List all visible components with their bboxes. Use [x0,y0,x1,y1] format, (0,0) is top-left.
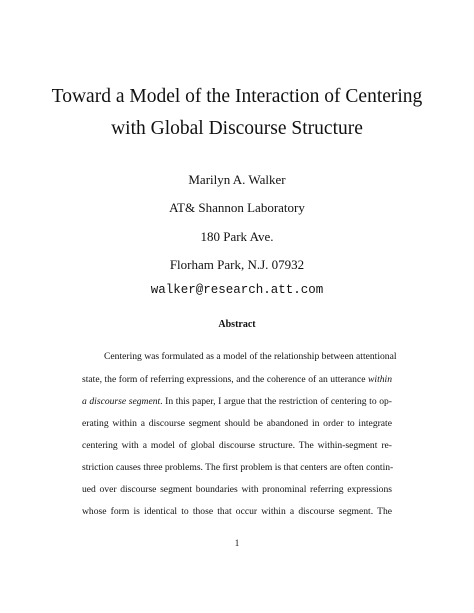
author-affiliation: AT& Shannon Laboratory [169,200,305,215]
abstract-line: Centering was formulated as a model of the relationship between attentional [104,351,397,362]
author-address-line-1: 180 Park Ave. [200,229,274,244]
page-number: 1 [234,538,240,548]
author-address-line-2: Florham Park, N.J. 07932 [169,257,305,272]
abstract-line [82,374,392,386]
abstract-line: whose form is identical to those that occur within a discourse segment. The [82,506,392,517]
paper-title-line-2: with Global Discourse Structure [111,118,363,139]
abstract-text: state, the form of referring expressions, and the coherence of an utterance [82,374,366,385]
abstract-line: erating within a discourse segment should be abandoned in order to integrate [82,418,392,429]
abstract-text: . In this paper, I argue that the restriction of centering to op- [160,396,392,407]
abstract-line: ued over discourse segment boundaries with pronominal referring expressions [82,484,392,495]
author-name: Marilyn A. Walker [188,172,286,187]
abstract-line: striction causes three problems. The first problem is that centers are often contin- [82,462,394,473]
abstract-italic-text: within [368,374,392,385]
author-email[interactable]: walker@research.att.com [150,283,324,297]
abstract-line: centering with a model of global discourse structure. The within-segment re- [82,440,392,451]
abstract-heading: Abstract [218,319,256,330]
abstract-line [82,396,392,408]
abstract-italic-text: a discourse segment [82,396,161,407]
paper-title-line-1: Toward a Model of the Interaction of Centering [51,86,423,107]
